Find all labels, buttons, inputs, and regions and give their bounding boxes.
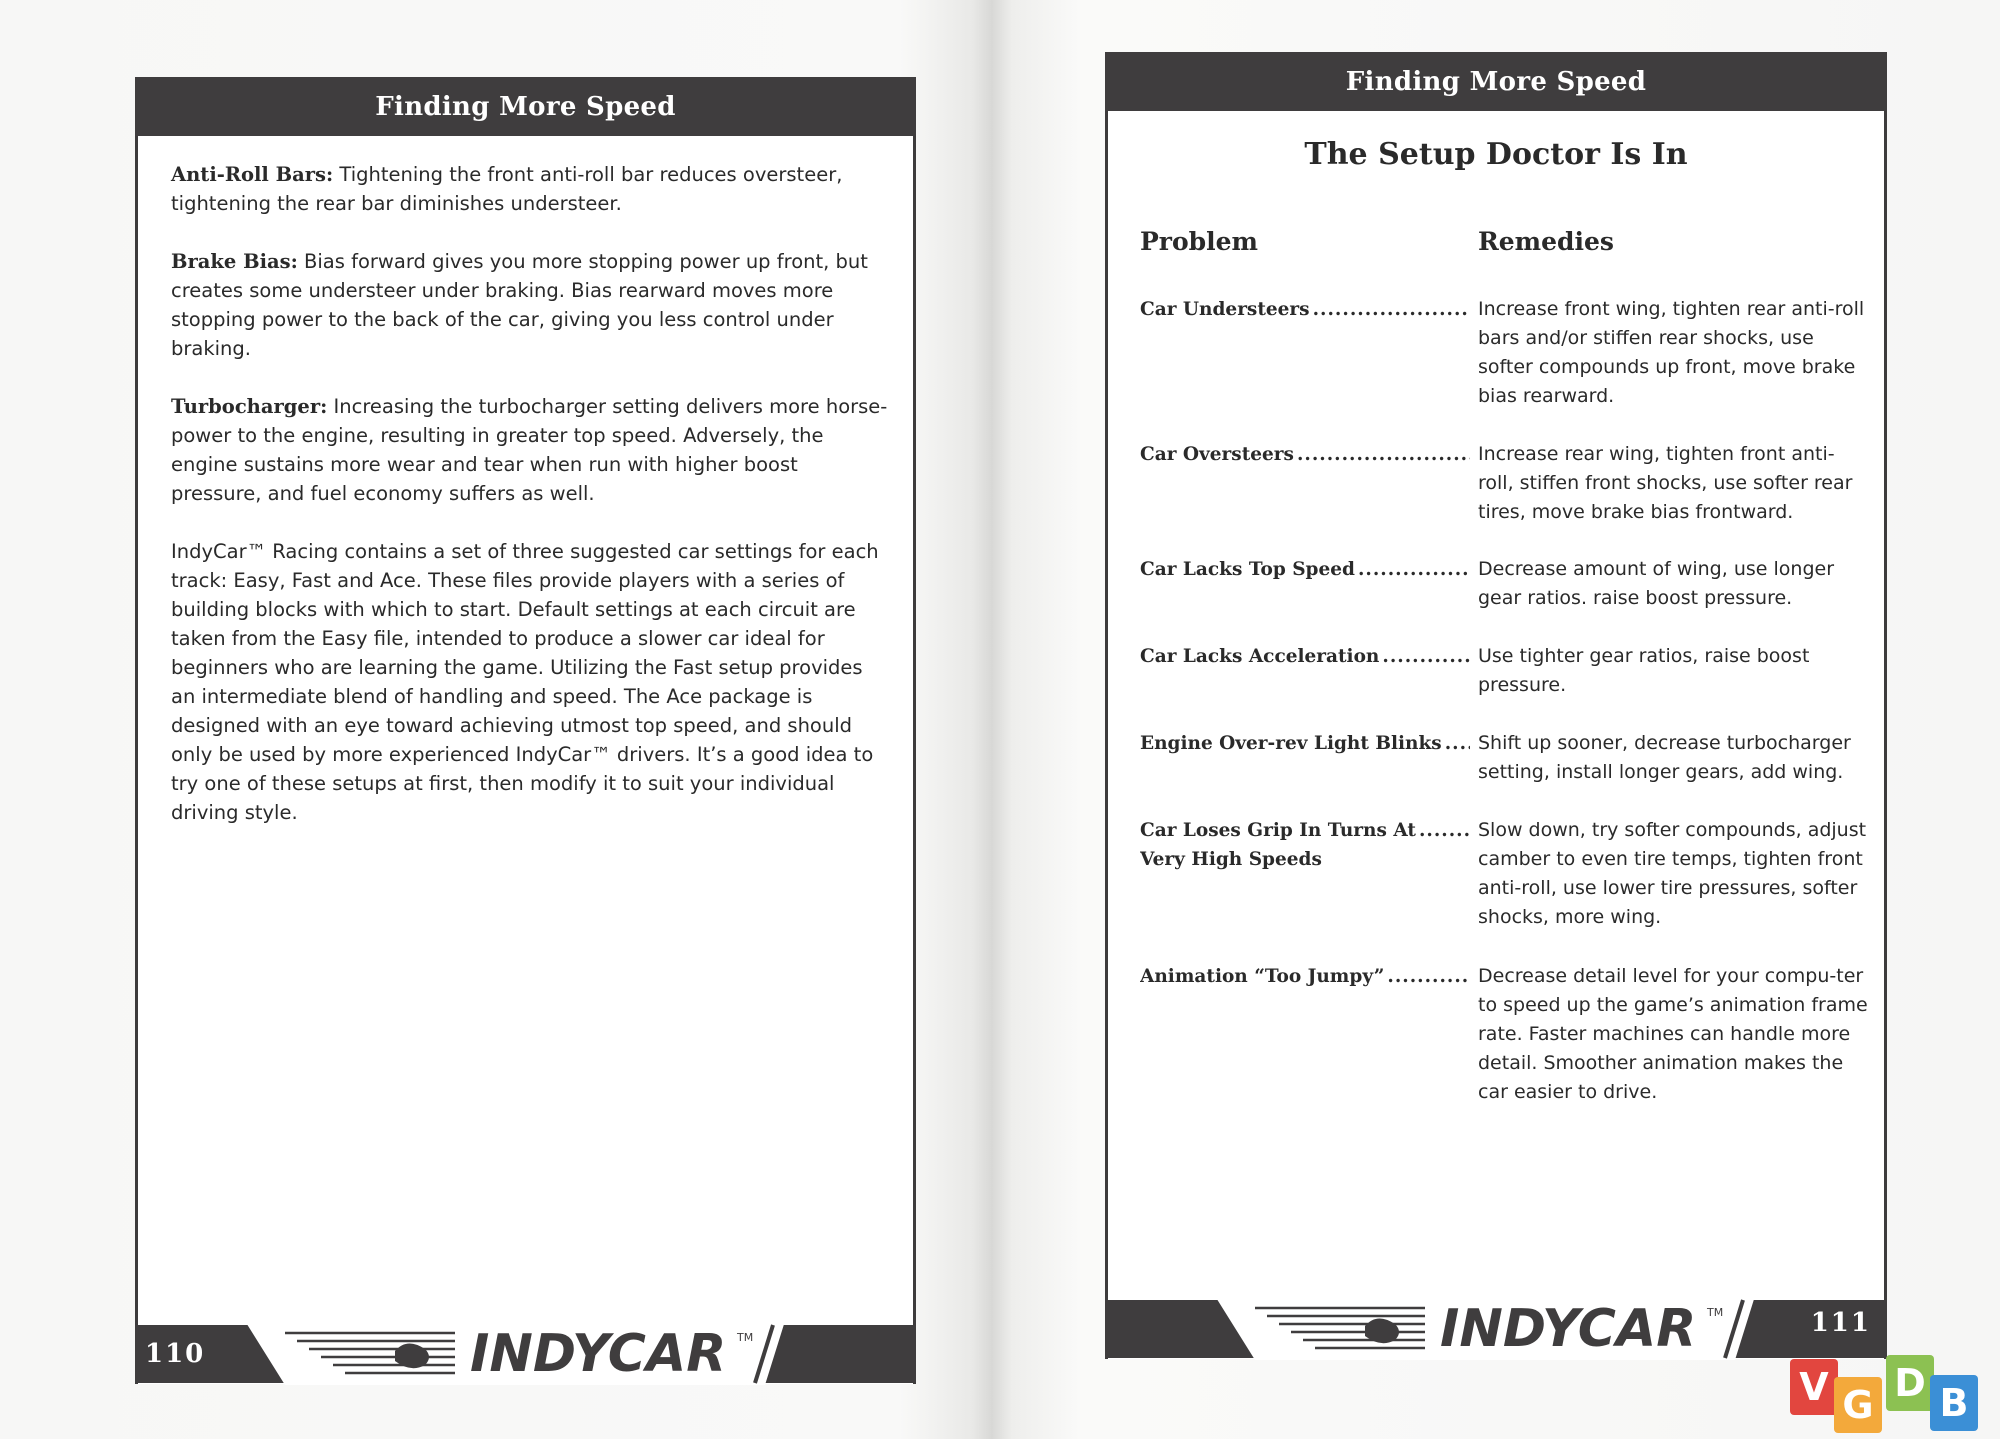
column-header-remedies: Remedies: [1478, 227, 1614, 256]
vgdb-letter-g: G: [1834, 1377, 1882, 1433]
problem-text: Engine Over-rev Light Blinks: [1140, 733, 1442, 754]
page-number-right: 111: [1810, 1308, 1871, 1338]
page-number-left: 110: [145, 1339, 206, 1369]
problem-cell: [1140, 642, 1470, 671]
paragraph-anti-roll-bars: Anti-Roll Bars: Tightening the front anti-roll bar reduces oversteer, tightening the rear bar diminishes understeer.: [171, 163, 843, 215]
paragraph-setup-files: IndyCar™ Racing contains a set of three suggested car settings for each track: Easy, Fast and Ace. These files provide players with a series of building blocks with which to start. Default settings at each circuit are taken from the Easy file, intended to produce a slower car ideal for beginners who are learning the game. Utilizing the Fast setup provides an intermediate blend of handling and speed. The Ace package is designed with an eye toward achieving utmost top speed, and should only be used by more experienced IndyCar™ drivers. It’s a good idea to try one of these setups at first, then modify it to suit your individual driving style.: [171, 540, 879, 824]
column-header-problem: Problem: [1140, 227, 1258, 256]
indycar-logo-right: [1215, 1286, 1775, 1360]
indycar-logo-icon: [245, 1311, 805, 1385]
problem-text: Car Understeers: [1140, 299, 1310, 320]
remedy-cell: Decrease detail level for your compu-ter to speed up the game’s animation frame rate. Faster machines can handle more detail. Smoother animation makes the car easier to drive.: [1478, 965, 1868, 1103]
remedy-cell: Use tighter gear ratios, raise boost pressure.: [1478, 645, 1810, 696]
problem-cell: [1140, 962, 1470, 991]
remedy-cell: Decrease amount of wing, use longer gear ratios. raise boost pressure.: [1478, 558, 1834, 609]
problem-cell: [1140, 295, 1470, 324]
problem-text: Very High Speeds: [1140, 849, 1322, 870]
dot-leader: [1382, 642, 1470, 671]
dot-leader: [1313, 295, 1470, 324]
indycar-logo-icon: [1215, 1286, 1775, 1360]
left-header-bar: [135, 77, 916, 136]
remedy-cell: Increase rear wing, tighten front anti-roll, stiffen front shocks, use softer rear tires, move brake bias frontward.: [1478, 443, 1853, 523]
remedy-cell: Increase front wing, tighten rear anti-roll bars and/or stiffen rear shocks, use softer compounds up front, move brake bias rearward.: [1478, 298, 1865, 407]
left-header-title: Finding More Speed: [375, 91, 676, 122]
svg-text:INDYCAR: INDYCAR: [470, 1324, 727, 1384]
dot-leader: [1445, 729, 1470, 758]
svg-text:TM: TM: [1707, 1306, 1724, 1319]
svg-text:TM: TM: [737, 1331, 754, 1344]
vgdb-letter-b: B: [1930, 1375, 1978, 1431]
paragraph-brake-bias: Brake Bias: Bias forward gives you more stopping power up front, but creates some understeer under braking. Bias rearward moves more stopping power to the back of the car, giving you less control under braking.: [171, 250, 868, 360]
problem-cell: [1140, 440, 1470, 469]
left-body-text: [171, 160, 891, 856]
remedy-cell: Slow down, try softer compounds, adjust camber to even tire temps, tighten front anti-roll, use lower tire pressures, softer shocks, more wing.: [1478, 819, 1867, 928]
indycar-logo-left: [245, 1311, 805, 1385]
dot-leader: [1358, 555, 1470, 584]
vgdb-letter-d: D: [1886, 1355, 1934, 1411]
dot-leader: [1387, 962, 1470, 991]
vgdb-letter-v: V: [1790, 1359, 1838, 1415]
problem-cell: [1140, 729, 1470, 758]
setup-doctor-title: The Setup Doctor Is In: [1304, 137, 1688, 172]
right-header-title: Finding More Speed: [1345, 66, 1647, 97]
right-header-bar: [1105, 52, 1887, 111]
svg-text:INDYCAR: INDYCAR: [1440, 1299, 1697, 1359]
problem-text: Animation “Too Jumpy”: [1140, 966, 1385, 987]
dot-leader: [1419, 816, 1470, 845]
problem-text: Car Oversteers: [1140, 444, 1294, 465]
problem-text: Car Lacks Acceleration: [1140, 646, 1380, 667]
left-page: [135, 77, 916, 1384]
right-footer-bar: [1105, 1300, 1887, 1358]
problem-cell: [1140, 555, 1470, 584]
right-page: [1105, 52, 1887, 1359]
dot-leader: [1297, 440, 1470, 469]
remedy-cell: Shift up sooner, decrease turbocharger setting, install longer gears, add wing.: [1478, 732, 1851, 783]
vgdb-watermark: [1790, 1355, 1990, 1435]
paragraph-turbocharger: Turbocharger: Increasing the turbocharger setting delivers more horse-power to the engine, resulting in greater top speed. Adversely, the engine sustains more wear and tear when run with higher boost pressure, and fuel economy suffers as well.: [171, 395, 888, 505]
problem-cell: [1140, 816, 1470, 874]
left-footer-bar: [135, 1325, 916, 1383]
problem-text: Car Lacks Top Speed: [1140, 559, 1355, 580]
problem-text: Car Loses Grip In Turns At: [1140, 820, 1416, 841]
